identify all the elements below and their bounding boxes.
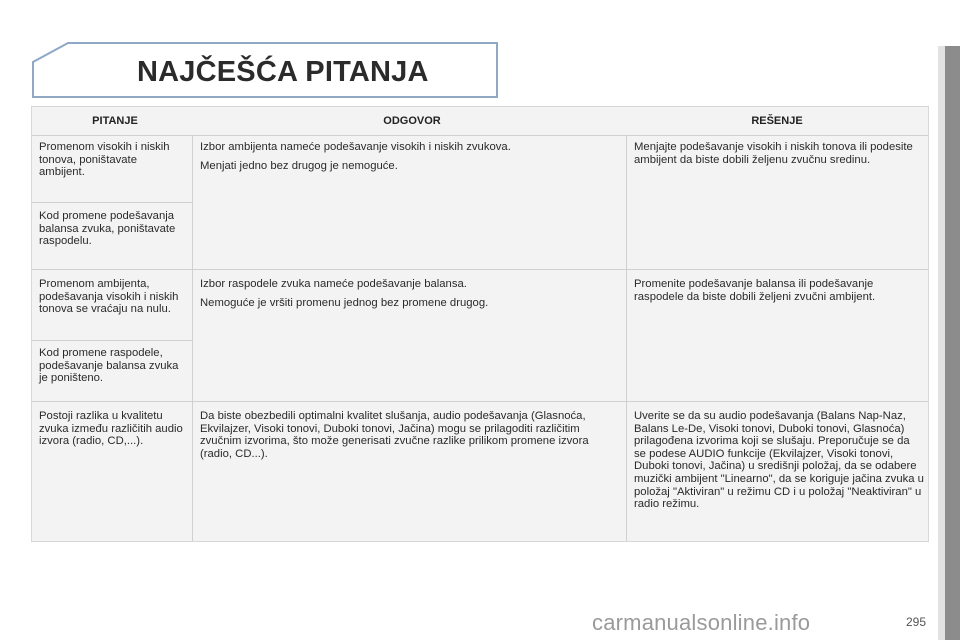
answer-text: Menjati jedno bez drugog je nemoguće. <box>200 159 398 172</box>
question-cell: Promenom ambijenta, podešavanja visokih i niskih tonova se vraćaju na nulu. <box>39 278 179 316</box>
answer-cell <box>200 141 620 178</box>
faq-table <box>31 106 929 542</box>
side-bar-light <box>938 46 945 640</box>
header-odgovor: ODGOVOR <box>383 115 441 127</box>
divider <box>32 202 192 203</box>
solution-cell: Menjajte podešavanje visokih i niskih tonova ili podesite ambijent da biste dobili željenu zvučnu sredinu. <box>634 141 913 166</box>
answer-text: Da biste obezbedili optimalni kvalitet slušanja, audio podešavanja (Glasnoća, Ekvilajzer, Visoki tonovi, Duboki tonovi, Jačina) mogu se prilagoditi različitim zvučnim izvorima, što može generisati zvučne razlike prilikom promene izvora (radio, CD...). <box>200 410 589 460</box>
divider <box>32 135 928 136</box>
answer-text: Izbor raspodele zvuka nameće podešavanje balansa. <box>200 278 467 290</box>
divider <box>32 401 928 402</box>
question-cell: Promenom visokih i niskih tonova, poništavate ambijent. <box>39 141 170 179</box>
answer-cell <box>200 278 620 315</box>
answer-cell <box>200 410 618 466</box>
solution-cell: Promenite podešavanje balansa ili podešavanje raspodele da biste dobili željeni zvučni ambijent. <box>634 278 876 303</box>
divider <box>32 340 192 341</box>
header-resenje: REŠENJE <box>751 115 803 127</box>
page-title: NAJČEŠĆA PITANJA <box>137 56 429 88</box>
question-cell: Postoji razlika u kvalitetu zvuka između različitih audio izvora (radio, CD,...). <box>39 410 183 448</box>
solution-cell: Uverite se da su audio podešavanja (Balans Nap-Naz, Balans Le-De, Visoki tonovi, Duboki tonovi, Glasnoća) prilagođena izvorima koji se slušaju. Preporučuje se da se podese AUDIO funkcije (Ekvilajzer, Visoki tonovi, Duboki tonovi, Jačina) u središnji položaj, da se odabere muzički ambijent "Linearno", da se koriguje jačina zvuka u položaj "Aktiviran" u režimu CD i u položaj "Neaktiviran" u radio režimu. <box>634 410 924 511</box>
question-cell: Kod promene raspodele, podešavanje balansa zvuka je poništeno. <box>39 347 179 385</box>
divider <box>626 135 627 541</box>
watermark: carmanualsonline.info <box>592 610 811 635</box>
divider <box>32 269 928 270</box>
page-number: 295 <box>906 615 927 629</box>
answer-text: Nemoguće je vršiti promenu jednog bez promene drugog. <box>200 296 489 309</box>
answer-text: Izbor ambijenta nameće podešavanje visokih i niskih zvukova. <box>200 141 511 153</box>
divider <box>192 135 193 541</box>
header-pitanje: PITANJE <box>92 115 138 127</box>
side-bar <box>945 46 960 640</box>
question-cell: Kod promene podešavanja balansa zvuka, poništavate raspodelu. <box>39 210 176 248</box>
